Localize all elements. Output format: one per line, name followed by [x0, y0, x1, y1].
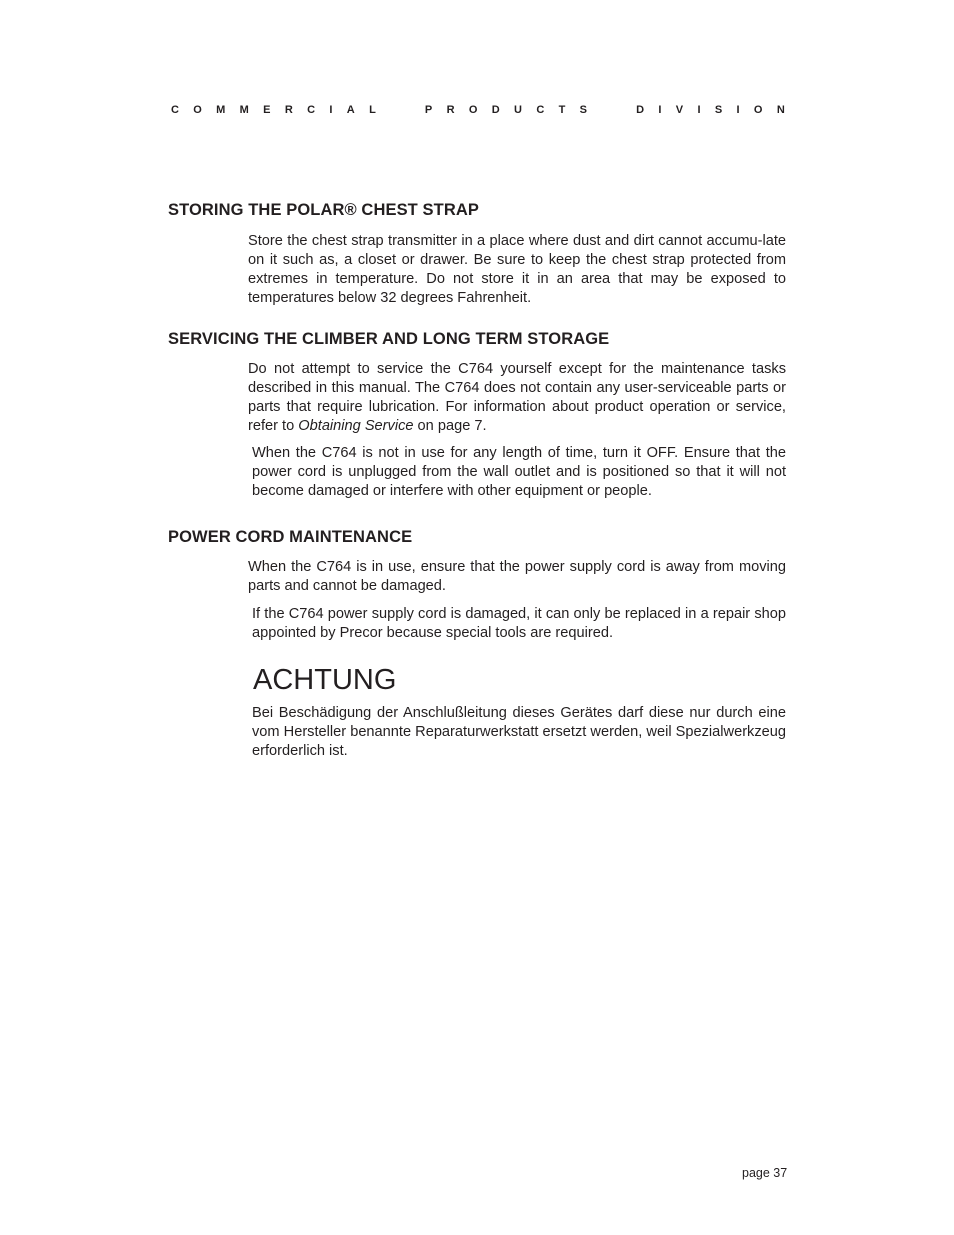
running-header-letter: S [714, 104, 723, 116]
running-header-letter: O [193, 104, 202, 116]
achtung-paragraph: Bei Beschädigung der Anschlußleitung dieses Gerätes darf diese nur durch eine vom Hersteller benannte Reparaturwerkstatt ersetzt werden, weil Spezialwerkzeug erforderlich ist. [252, 705, 786, 759]
running-header-letter: C [171, 104, 179, 116]
running-header-letter [408, 104, 411, 116]
running-header-letter: V [675, 104, 684, 116]
section-heading-servicing: SERVICING THE CLIMBER AND LONG TERM STORAGE [168, 330, 610, 348]
running-header-letter: A [346, 104, 355, 116]
running-header-letter [390, 104, 393, 116]
servicing-paragraph-1-text-a: Do not attempt to service the C764 yourself except for the maintenance tasks described in this manual. The C764 does not contain any user-serviceable parts or parts that require lubrication. For information about product operation or service, refer to [248, 361, 786, 434]
running-header-letter: P [424, 104, 433, 116]
running-header-letter: I [697, 104, 701, 116]
running-header-letter: S [579, 104, 588, 116]
running-header-letter: O [753, 104, 763, 116]
page-number: page 37 [742, 1166, 788, 1180]
running-header-letter: R [284, 104, 293, 116]
running-header-letter: N [776, 104, 785, 116]
running-header-letter: C [307, 104, 316, 116]
running-header-letter: U [514, 104, 522, 116]
running-header-letter: E [263, 104, 271, 116]
obtaining-service-reference: Obtaining Service [298, 418, 414, 434]
servicing-paragraph-1 [248, 360, 786, 436]
section-heading-storing: STORING THE POLAR® CHEST STRAP [168, 201, 479, 219]
running-header-letter [619, 104, 622, 116]
running-header-letter: I [658, 104, 662, 116]
running-header-letter: D [491, 104, 500, 116]
achtung-title: ACHTUNG [253, 664, 397, 696]
running-header-letter: O [468, 104, 478, 116]
power-cord-paragraph-2: If the C764 power supply cord is damaged, it can only be replaced in a repair shop appointed by Precor because special tools are required. [252, 606, 786, 641]
running-header-letter: C [536, 104, 545, 116]
running-header-letter: M [239, 104, 249, 116]
section-heading-power-cord: POWER CORD MAINTENANCE [168, 528, 413, 546]
running-header-letter: I [329, 104, 333, 116]
running-header-letter [601, 104, 604, 116]
servicing-paragraph-1-text-b: on page 7. [413, 418, 487, 434]
running-header-letter: T [558, 104, 566, 116]
running-header-letter: D [636, 104, 645, 116]
servicing-paragraph-2: When the C764 is not in use for any length of time, turn it OFF. Ensure that the power cord is unplugged from the wall outlet and is positioned so that it will not become damaged or interfere with other equipment or people. [252, 445, 786, 499]
running-header-letter: R [446, 104, 455, 116]
storing-paragraph: Store the chest strap transmitter in a place where dust and dirt cannot accumu-late on it such as, a closet or drawer. Be sure to keep the chest strap protected from extremes in temperature. Do not store it in an area that may be exposed to temperatures below 32 degrees Fahrenheit. [248, 233, 786, 306]
running-header-letter: I [736, 104, 740, 116]
running-header [171, 104, 785, 116]
running-header-letter: L [369, 104, 376, 116]
running-header-letter: M [216, 104, 226, 116]
power-cord-paragraph-1: When the C764 is in use, ensure that the power supply cord is away from moving parts and cannot be damaged. [248, 559, 786, 594]
